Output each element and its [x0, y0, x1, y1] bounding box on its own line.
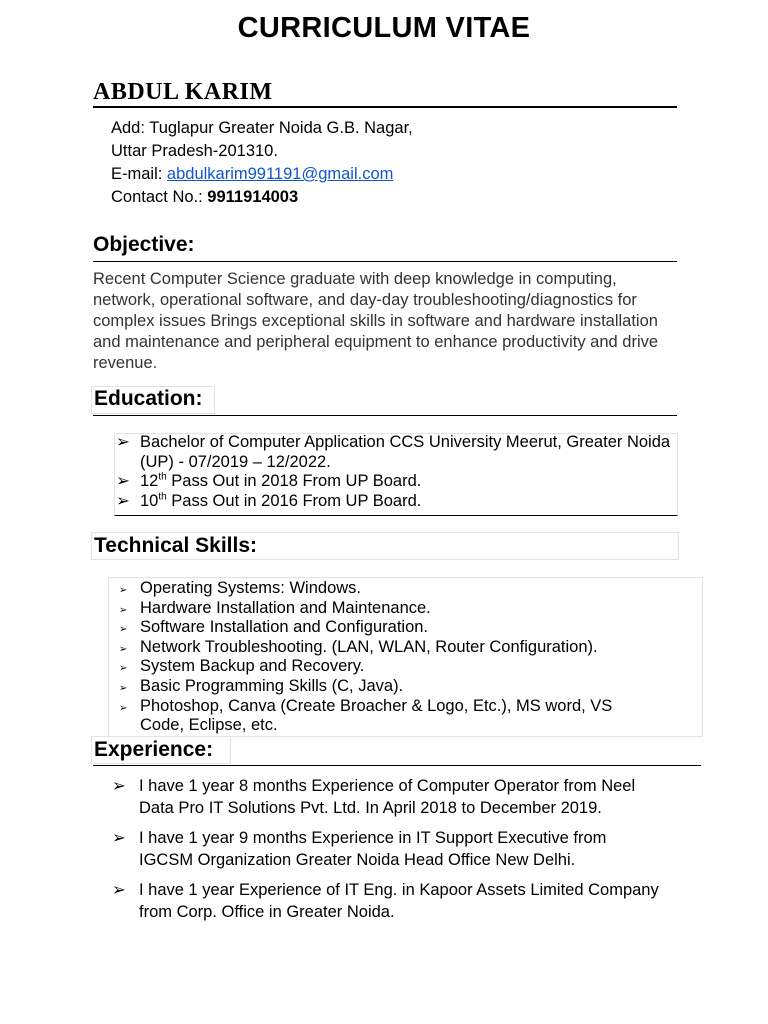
- list-item: [112, 775, 662, 819]
- email-link[interactable]: abdulkarim991191@gmail.com: [166, 165, 394, 183]
- experience-text: I have 1 year 9 months Experience in IT Support Executive from IGCSM Organization Greater Noida Head Office New Delhi.: [139, 829, 607, 869]
- address-line-2: Uttar Pradesh-201310.: [111, 142, 278, 160]
- list-item: [110, 677, 698, 697]
- skill-text: Hardware Installation and Maintenance.: [140, 598, 431, 617]
- skill-text: Network Troubleshooting. (LAN, WLAN, Router Configuration).: [140, 637, 598, 656]
- arrow-bullet-icon: ➢: [119, 682, 128, 694]
- address-line-1: Add: Tuglapur Greater Noida G.B. Nagar,: [111, 119, 413, 137]
- education-list: [116, 433, 672, 511]
- phone-row: [111, 186, 298, 209]
- skill-text: Software Installation and Configuration.: [140, 618, 429, 637]
- list-item: [110, 638, 698, 658]
- arrow-bullet-icon: ➢: [116, 433, 130, 451]
- phone-number: 9911914003: [207, 188, 299, 206]
- education-item-prefix: 10: [140, 491, 159, 510]
- skill-text: System Backup and Recovery.: [140, 657, 365, 676]
- education-item-text: Pass Out in 2018 From UP Board.: [166, 472, 422, 490]
- arrow-bullet-icon: ➢: [119, 643, 128, 655]
- experience-text: I have 1 year Experience of IT Eng. in Kapoor Assets Limited Company from Corp. Office in Greater Noida.: [139, 881, 659, 921]
- document-title: CURRICULUM VITAE: [237, 12, 531, 44]
- arrow-bullet-icon: ➢: [119, 624, 128, 636]
- skills-heading: Technical Skills:: [94, 534, 258, 557]
- list-item: [110, 657, 698, 677]
- education-item-text: Bachelor of Computer Application CCS University Meerut, Greater Noida (UP) - 07/2019 – 12/2022.: [140, 433, 671, 471]
- list-item: [112, 879, 662, 923]
- arrow-bullet-icon: ➢: [119, 663, 128, 675]
- list-item: [116, 472, 672, 492]
- objective-heading: Objective:: [93, 233, 195, 256]
- objective-divider: [93, 261, 677, 262]
- email-row: [111, 163, 393, 186]
- ordinal-suffix: th: [158, 471, 167, 483]
- arrow-bullet-icon: ➢: [112, 881, 126, 899]
- experience-list: [112, 775, 662, 931]
- email-label: E-mail:: [111, 165, 167, 183]
- experience-divider: [93, 765, 701, 766]
- experience-heading: Experience:: [94, 738, 214, 761]
- phone-label: Contact No.:: [111, 188, 208, 206]
- ordinal-suffix: th: [158, 491, 167, 502]
- arrow-bullet-icon: ➢: [116, 472, 130, 490]
- education-item-text: Pass Out in 2016 From UP Board.: [166, 491, 422, 510]
- candidate-name: ABDUL KARIM: [93, 78, 677, 108]
- arrow-bullet-icon: ➢: [112, 777, 126, 795]
- skills-list: [110, 579, 698, 736]
- list-item: [112, 827, 662, 871]
- arrow-bullet-icon: ➢: [119, 604, 128, 616]
- list-item: [110, 579, 698, 599]
- arrow-bullet-icon: ➢: [112, 829, 126, 847]
- arrow-bullet-icon: ➢: [119, 585, 128, 596]
- skill-text: Photoshop, Canva (Create Broacher & Logo, Etc.), MS word, VS Code, Eclipse, etc.: [140, 696, 613, 735]
- list-item: [110, 618, 698, 638]
- list-item: [110, 697, 698, 736]
- experience-text: I have 1 year 8 months Experience of Computer Operator from Neel Data Pro IT Solutions Pvt. Ltd. In April 2018 to December 2019.: [139, 777, 636, 817]
- arrow-bullet-icon: ➢: [119, 702, 128, 714]
- skill-text: Operating Systems: Windows.: [140, 579, 361, 597]
- objective-text: Recent Computer Science graduate with deep knowledge in computing, network, operational software, and day-day troubleshooting/diagnostics for complex issues Brings exceptional skills in software and hardware installation and maintenance and peripheral equipment to enhance productivity and drive revenue.: [93, 270, 659, 372]
- list-item: [110, 599, 698, 619]
- education-item-prefix: 12: [140, 472, 159, 490]
- arrow-bullet-icon: ➢: [116, 491, 130, 510]
- education-divider: [93, 415, 677, 416]
- skill-text: Basic Programming Skills (C, Java).: [140, 676, 404, 695]
- education-heading: Education:: [94, 387, 203, 410]
- list-item: [116, 433, 672, 472]
- list-item: [116, 492, 672, 512]
